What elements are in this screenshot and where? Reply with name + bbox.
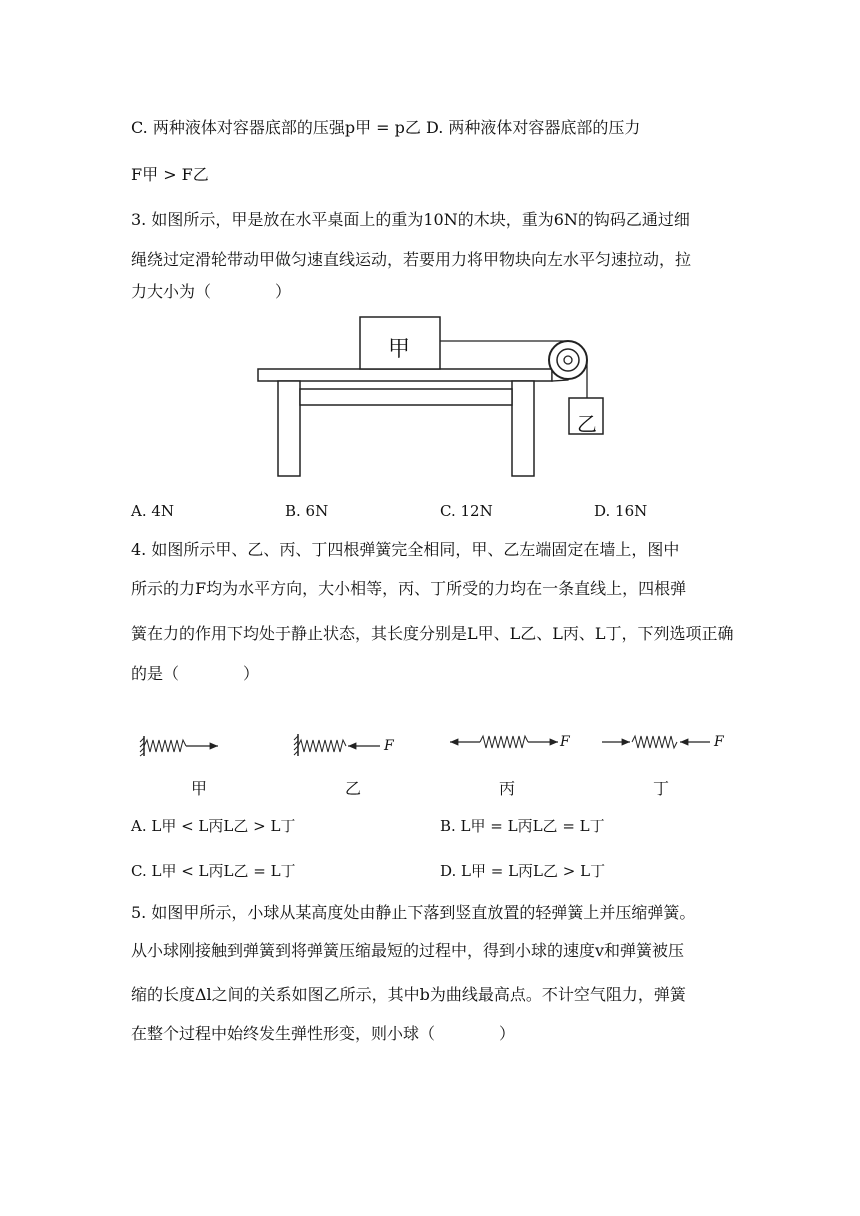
block-label: 甲 (388, 337, 411, 362)
springs-figure (130, 728, 730, 764)
question-5-line-1: 5. 如图甲所示，小球从某高度处由静止下落到竖直放置的轻弹簧上并压缩弹簧。 (131, 903, 696, 922)
tabletop (258, 369, 552, 381)
question-3-line-1: 3. 如图所示，甲是放在水平桌面上的重为10N的木块，重为6N的钩码乙通过细 (131, 210, 690, 229)
q3-option-b[interactable]: B. 6N (285, 502, 329, 520)
question-4-line-2: 所示的力F均为水平方向，大小相等，丙、丁所受的力均在一条直线上，四根弹 (131, 579, 687, 598)
spring-yi (294, 734, 380, 756)
question-5-line-4: 在整个过程中始终发生弹性形变，则小球（ ） (131, 1024, 516, 1043)
q3-option-a[interactable]: A. 4N (131, 502, 175, 520)
q4-option-b[interactable]: B. L甲 = L丙L乙 = L丁 (440, 817, 605, 835)
caption-jia: 甲 (191, 779, 208, 798)
question-4-line-1: 4. 如图所示甲、乙、丙、丁四根弹簧完全相同，甲、乙左端固定在墙上，图中 (131, 540, 680, 559)
q4-option-a[interactable]: A. L甲 < L丙L乙 > L丁 (131, 817, 296, 835)
question-4-line-4: 的是（ ） (131, 664, 260, 683)
option-d-continuation: F甲 > F乙 (131, 165, 209, 184)
question-5-line-3: 缩的长度Δl之间的关系如图乙所示，其中b为曲线最高点。不计空气阻力，弹簧 (131, 985, 686, 1004)
force-label-yi: F (384, 738, 394, 754)
q4-option-d[interactable]: D. L甲 = L丙L乙 > L丁 (440, 862, 606, 880)
table-crossbar (300, 389, 512, 405)
q3-option-c[interactable]: C. 12N (440, 502, 493, 520)
question-3-line-3: 力大小为（ ） (131, 282, 292, 301)
q4-option-c[interactable]: C. L甲 < L丙L乙 = L丁 (131, 862, 296, 880)
spring-bing (450, 736, 558, 748)
question-3-line-2: 绳绕过定滑轮带动甲做匀速直线运动，若要用力将甲物块向左水平匀速拉动，拉 (131, 250, 692, 269)
spring-jia (140, 736, 218, 756)
weight-label: 乙 (577, 412, 597, 436)
question-4-line-3: 簧在力的作用下均处于静止状态，其长度分别是L甲、L乙、L丙、L丁，下列选项正确 (131, 624, 734, 643)
table-leg-left (278, 381, 300, 476)
table-pulley-figure (250, 310, 610, 480)
caption-yi: 乙 (345, 779, 362, 798)
option-c-d-line: C. 两种液体对容器底部的压强p甲 = p乙 D. 两种液体对容器底部的压力 (131, 118, 641, 137)
force-label-bing: F (560, 734, 570, 750)
question-5-line-2: 从小球刚接触到弹簧到将弹簧压缩最短的过程中，得到小球的速度v和弹簧被压 (131, 941, 685, 960)
force-label-ding: F (714, 734, 724, 750)
table-leg-right (512, 381, 534, 476)
spring-ding (602, 736, 710, 748)
caption-ding: 丁 (653, 779, 670, 798)
caption-bing: 丙 (499, 779, 516, 798)
q3-option-d[interactable]: D. 16N (594, 502, 648, 520)
